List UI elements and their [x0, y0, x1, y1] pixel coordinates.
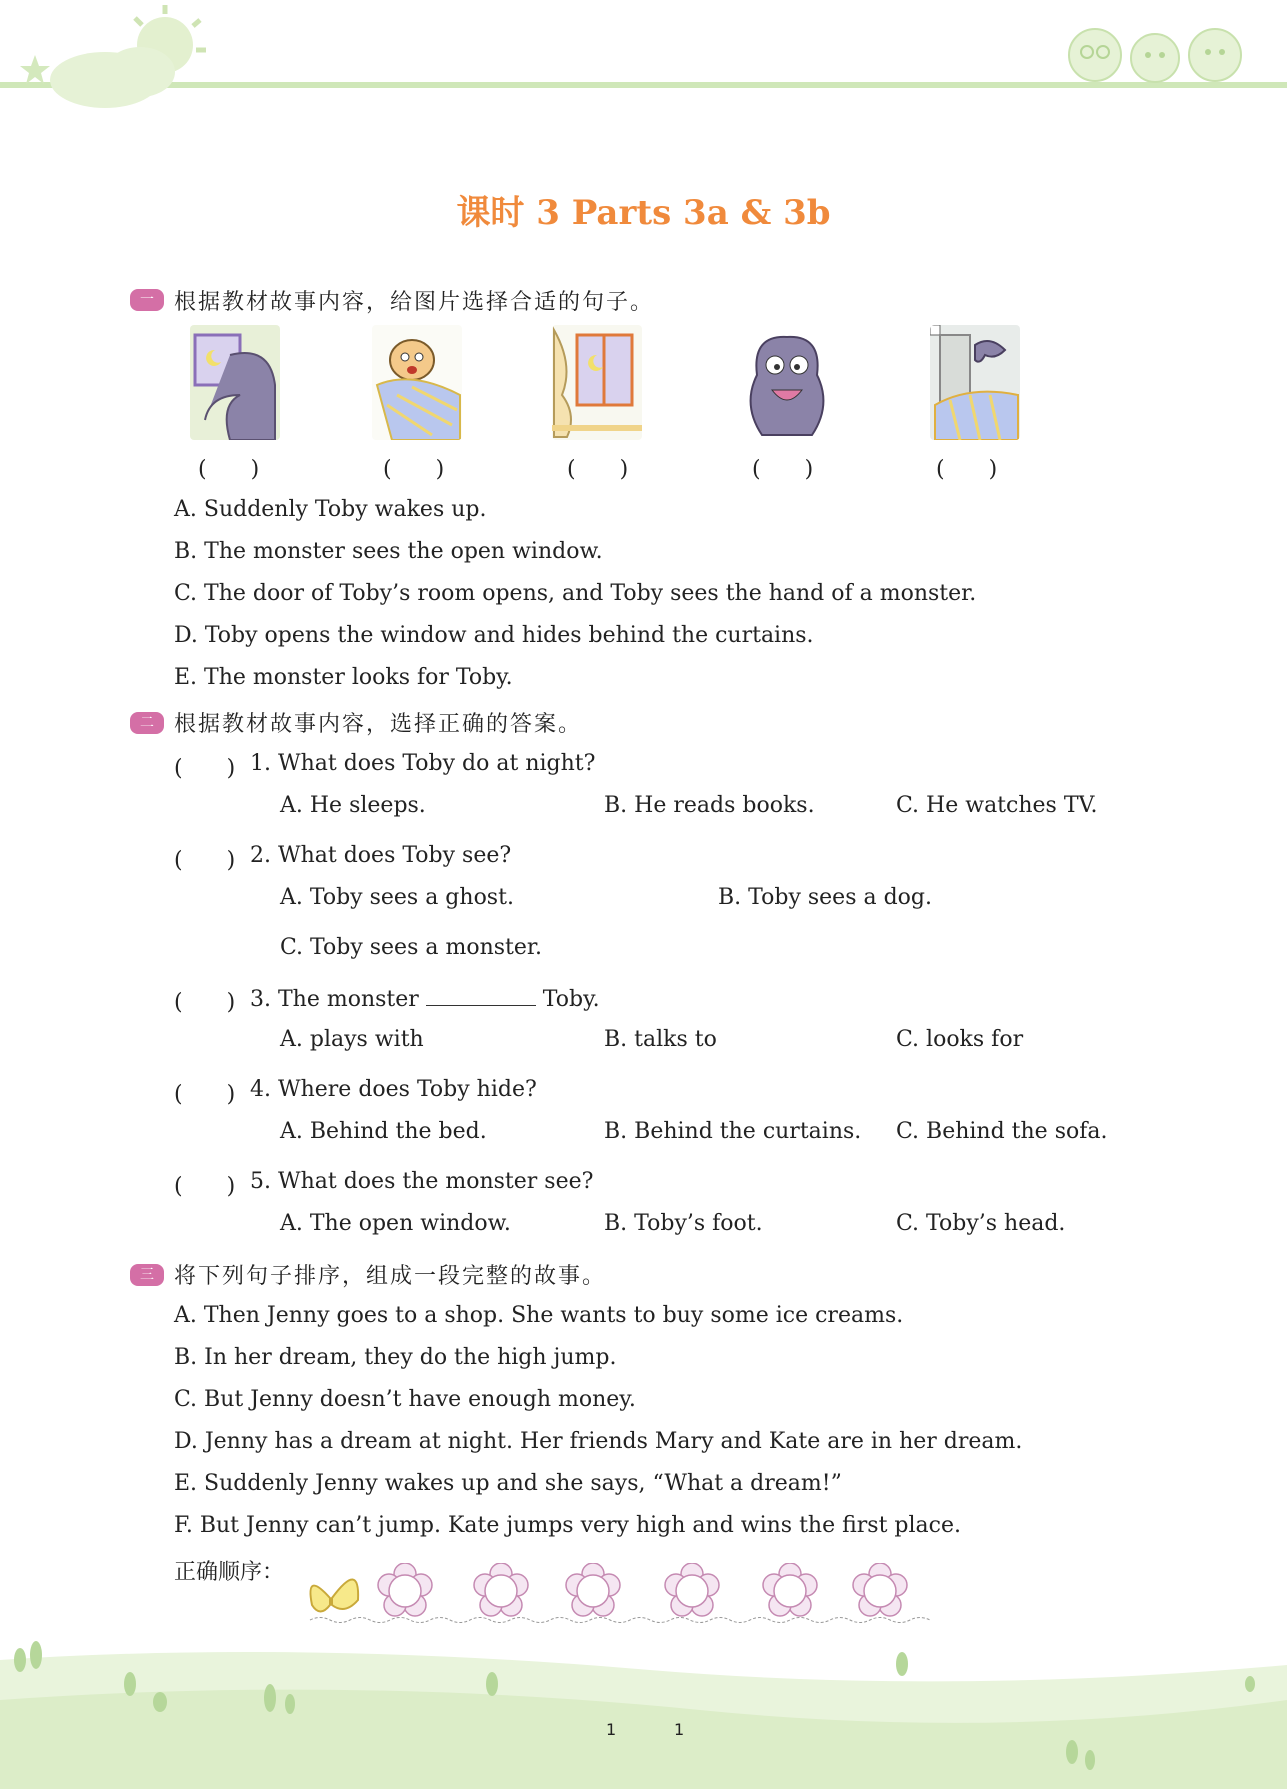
q1-option-b: B. He reads books.	[604, 793, 815, 818]
picture-monster-window	[190, 325, 280, 440]
q4-option-c: C. Behind the sofa.	[896, 1119, 1108, 1144]
picture-curtain-window	[552, 325, 642, 440]
q3-option-b: B. talks to	[604, 1027, 717, 1052]
q5-option-b: B. Toby’s foot.	[604, 1211, 763, 1236]
answer-paren-q3[interactable]: ( )	[174, 990, 236, 1015]
question-5: 5. What does the monster see?	[250, 1169, 594, 1194]
q2-option-b: B. Toby sees a dog.	[718, 885, 932, 910]
q3-option-a: A. plays with	[280, 1027, 424, 1052]
grass-hills-decoration	[0, 1640, 1287, 1789]
order-flower-slot-4[interactable]	[664, 1563, 720, 1619]
answer-paren-pic1[interactable]: ( )	[198, 457, 260, 482]
q1-option-a: A. He sleeps.	[280, 793, 426, 818]
order-label: 正确顺序：	[174, 1560, 285, 1585]
animal-faces-decoration	[1060, 20, 1250, 85]
answer-paren-pic4[interactable]: ( )	[752, 457, 814, 482]
question-3-start: 3. The monster	[250, 987, 419, 1012]
q5-option-c: C. Toby’s head.	[896, 1211, 1066, 1236]
page-number-left: 1	[606, 1720, 617, 1739]
q4-option-a: A. Behind the bed.	[280, 1119, 487, 1144]
sentence-option: C. The door of Toby’s room opens, and Toby sees the hand of a monster.	[174, 581, 977, 606]
section-heading-3: 将下列句子排序，组成一段完整的故事。	[174, 1264, 607, 1289]
story-sentence: C. But Jenny doesn’t have enough money.	[174, 1387, 636, 1412]
section-heading-2: 根据教材故事内容，选择正确的答案。	[174, 712, 583, 737]
question-4: 4. Where does Toby hide?	[250, 1077, 537, 1102]
q4-option-b: B. Behind the curtains.	[604, 1119, 862, 1144]
sentence-option: A. Suddenly Toby wakes up.	[174, 497, 487, 522]
answer-paren-pic5[interactable]: ( )	[936, 457, 998, 482]
page-title: 课时 3 Parts 3a & 3b	[456, 193, 831, 233]
story-sentence: A. Then Jenny goes to a shop. She wants to buy some ice creams.	[174, 1303, 904, 1328]
answer-paren-q2[interactable]: ( )	[174, 848, 236, 873]
q2-option-a: A. Toby sees a ghost.	[280, 885, 514, 910]
picture-toby-in-bed	[372, 325, 462, 440]
sentence-option: E. The monster looks for Toby.	[174, 665, 513, 690]
question-2: 2. What does Toby see?	[250, 843, 512, 868]
answer-paren-pic2[interactable]: ( )	[383, 457, 445, 482]
story-sentence: F. But Jenny can’t jump. Kate jumps very high and wins the first place.	[174, 1513, 961, 1538]
picture-monster-face	[742, 325, 832, 440]
sentence-option: D. Toby opens the window and hides behind the curtains.	[174, 623, 814, 648]
order-flower-slot-6[interactable]	[852, 1563, 908, 1619]
question-3-end: Toby.	[542, 987, 600, 1012]
question-1: 1. What does Toby do at night?	[250, 751, 596, 776]
section-badge-1: 一	[130, 289, 164, 311]
picture-monster-hand-door	[930, 325, 1020, 440]
butterfly-icon	[310, 1579, 358, 1611]
story-sentence: D. Jenny has a dream at night. Her friends Mary and Kate are in her dream.	[174, 1429, 1023, 1454]
order-flower-slot-3[interactable]	[565, 1563, 621, 1619]
page-number-right: 1	[674, 1720, 685, 1739]
answer-paren-q5[interactable]: ( )	[174, 1174, 236, 1199]
q3-option-c: C. looks for	[896, 1027, 1024, 1052]
fill-blank[interactable]	[426, 985, 536, 1006]
section-badge-3: 三	[130, 1264, 164, 1286]
question-3	[250, 985, 600, 1012]
q5-option-a: A. The open window.	[280, 1211, 511, 1236]
order-flower-slot-2[interactable]	[473, 1563, 529, 1619]
sun-cloud-decoration	[10, 0, 210, 115]
answer-paren-q4[interactable]: ( )	[174, 1082, 236, 1107]
answer-paren-pic3[interactable]: ( )	[567, 457, 629, 482]
q1-option-c: C. He watches TV.	[896, 793, 1098, 818]
q2-option-c: C. Toby sees a monster.	[280, 935, 542, 960]
order-flower-slot-5[interactable]	[762, 1563, 818, 1619]
section-badge-2: 二	[130, 712, 164, 734]
answer-paren-q1[interactable]: ( )	[174, 756, 236, 781]
order-flower-slot-1[interactable]	[377, 1563, 433, 1619]
story-sentence: B. In her dream, they do the high jump.	[174, 1345, 617, 1370]
story-sentence: E. Suddenly Jenny wakes up and she says, “What a dream!”	[174, 1471, 842, 1496]
sentence-option: B. The monster sees the open window.	[174, 539, 603, 564]
section-heading-1: 根据教材故事内容，给图片选择合适的句子。	[174, 290, 655, 315]
